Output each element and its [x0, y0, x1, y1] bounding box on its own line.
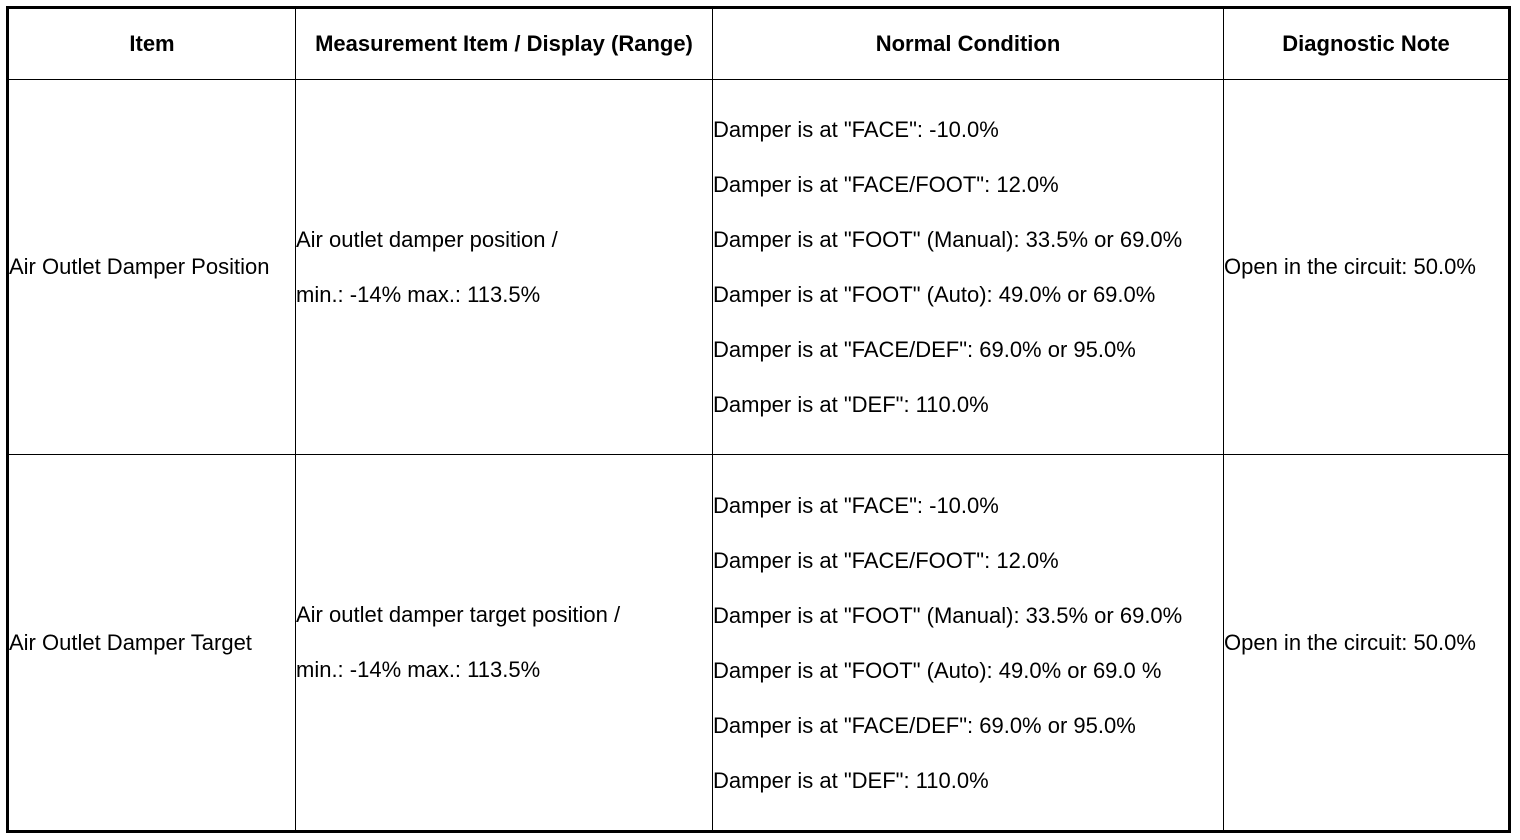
condition-list — [713, 484, 1223, 802]
measurement-label: Air outlet damper target position / — [296, 602, 621, 628]
table-row — [8, 80, 1510, 455]
measurement-cell — [296, 80, 713, 455]
condition-item: Damper is at "FACE": -10.0% — [713, 117, 999, 143]
header-item: Item — [8, 8, 296, 80]
condition-item: Damper is at "FACE": -10.0% — [713, 492, 999, 518]
measurement-label: Air outlet damper position / — [296, 226, 558, 252]
condition-list — [713, 108, 1223, 426]
condition-item: Damper is at "FACE/FOOT": 12.0% — [713, 172, 1059, 198]
item-cell: Air Outlet Damper Target — [8, 455, 296, 832]
diagnostic-note-cell: Open in the circuit: 50.0% — [1224, 455, 1510, 832]
diagnostic-data-table — [6, 6, 1511, 833]
table-row — [8, 455, 1510, 832]
header-normal-condition: Normal Condition — [713, 8, 1224, 80]
condition-item: Damper is at "FOOT" (Manual): 33.5% or 69.0% — [713, 602, 1183, 628]
item-cell: Air Outlet Damper Position — [8, 80, 296, 455]
normal-condition-cell — [713, 80, 1224, 455]
condition-item: Damper is at "FOOT" (Manual): 33.5% or 69.0% — [713, 227, 1183, 253]
condition-item: Damper is at "DEF": 110.0% — [713, 767, 989, 793]
measurement-cell — [296, 455, 713, 832]
diagnostic-note-cell: Open in the circuit: 50.0% — [1224, 80, 1510, 455]
condition-item: Damper is at "FOOT" (Auto): 49.0% or 69.0% — [713, 282, 1156, 308]
table-header-row — [8, 8, 1510, 80]
header-diagnostic-note: Diagnostic Note — [1224, 8, 1510, 80]
condition-item: Damper is at "FACE/DEF": 69.0% or 95.0% — [713, 712, 1136, 738]
measurement-range: min.: -14% max.: 113.5% — [296, 657, 541, 683]
condition-item: Damper is at "FACE/DEF": 69.0% or 95.0% — [713, 337, 1136, 363]
measurement-range: min.: -14% max.: 113.5% — [296, 281, 541, 307]
condition-item: Damper is at "DEF": 110.0% — [713, 392, 989, 418]
condition-item: Damper is at "FOOT" (Auto): 49.0% or 69.0 % — [713, 657, 1162, 683]
header-measurement: Measurement Item / Display (Range) — [296, 8, 713, 80]
normal-condition-cell — [713, 455, 1224, 832]
condition-item: Damper is at "FACE/FOOT": 12.0% — [713, 547, 1059, 573]
